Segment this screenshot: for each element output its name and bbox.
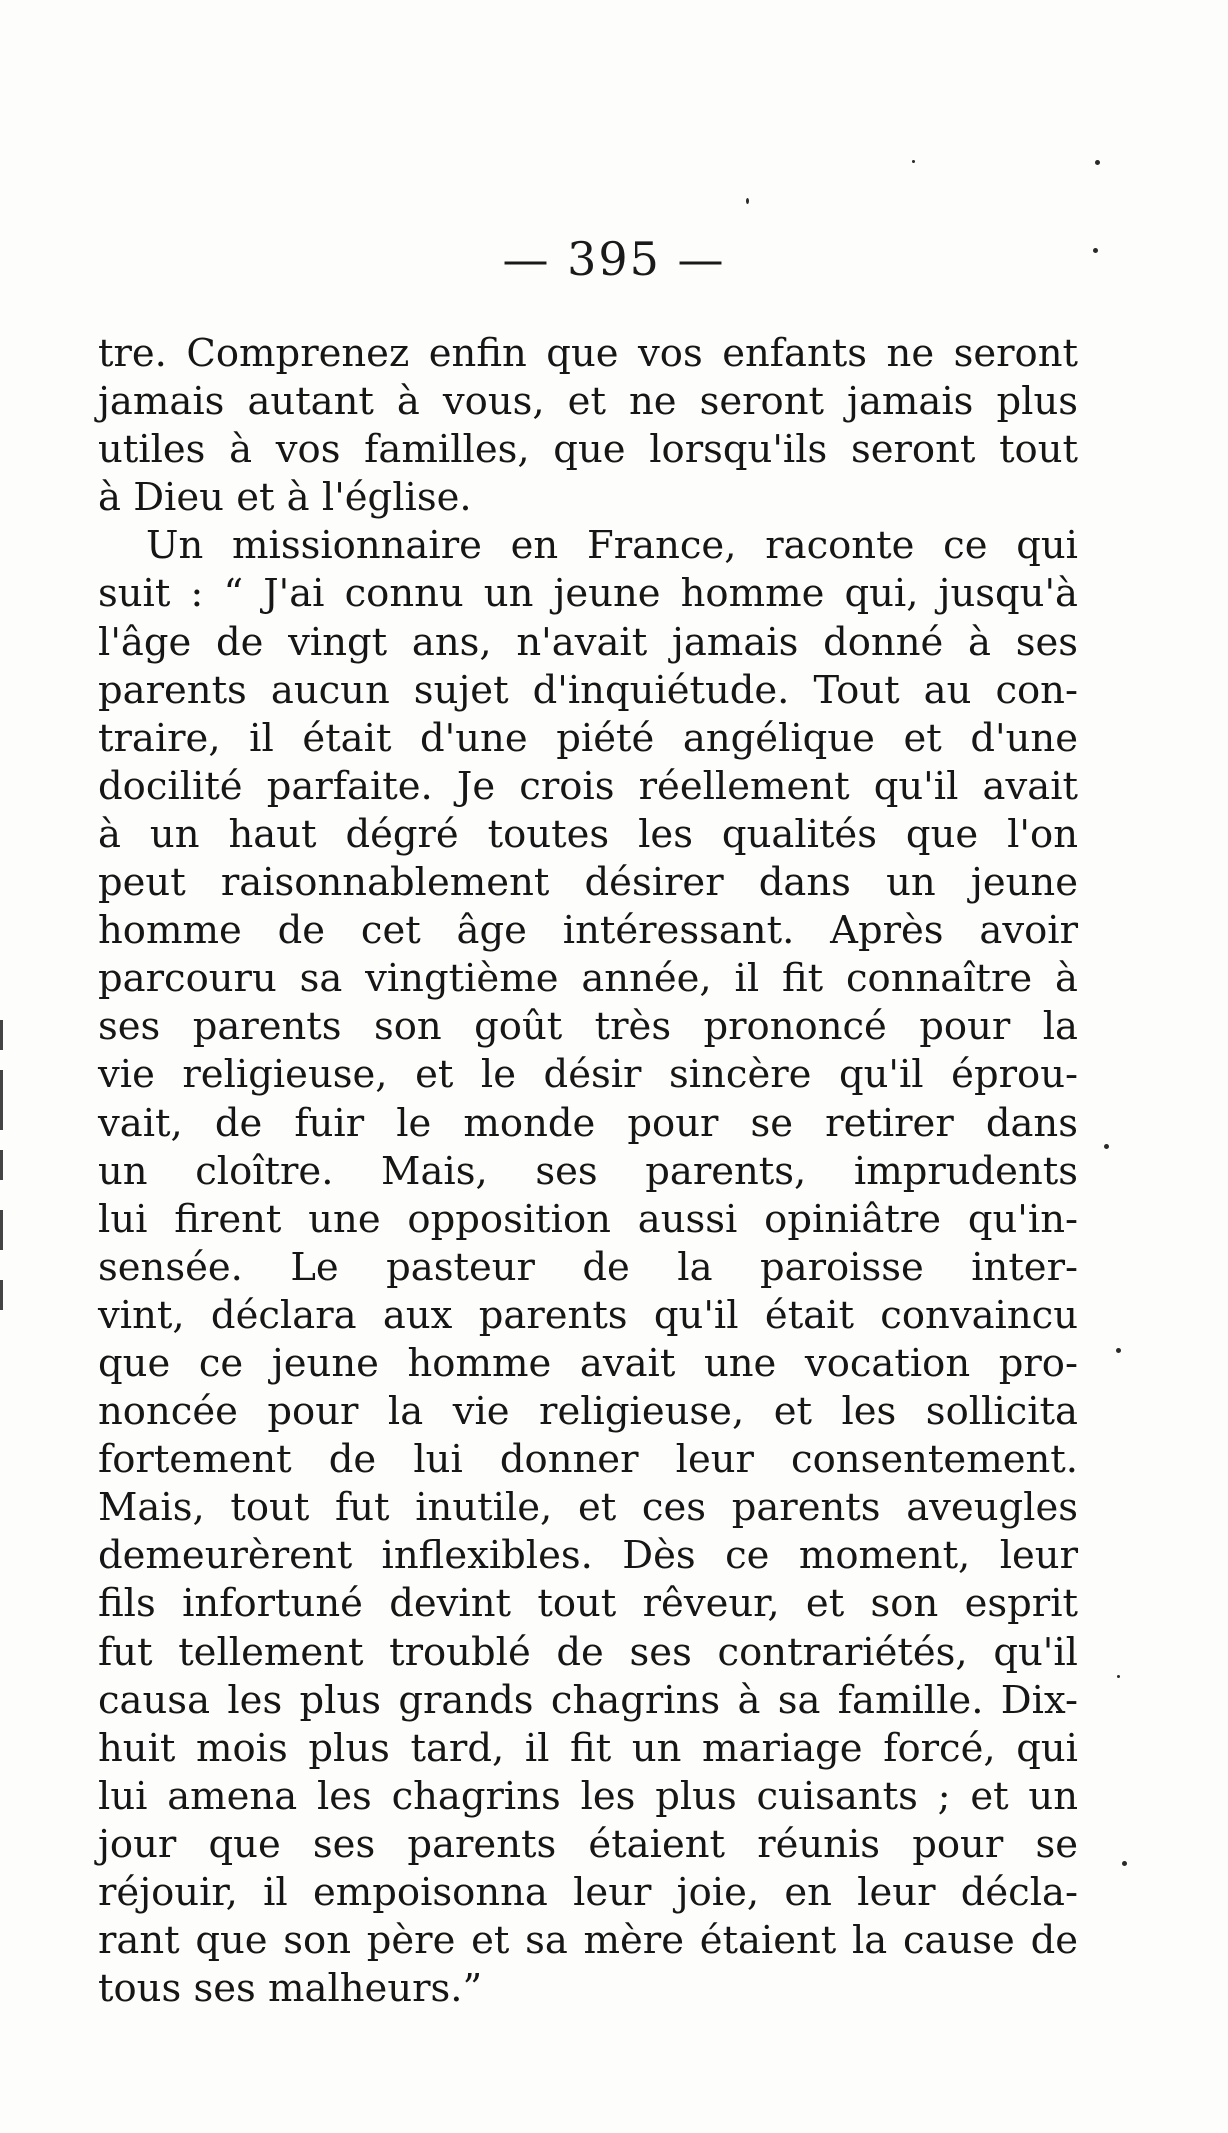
scan-speck bbox=[1122, 1861, 1127, 1866]
text-line: Mais, tout fut inutile, et ces parents aveugles bbox=[98, 1485, 1078, 1531]
scan-speck bbox=[746, 198, 749, 204]
text-line: sensée. Le pasteur de la paroisse inter- bbox=[98, 1244, 1078, 1290]
text-line: à Dieu et à l'église. bbox=[98, 475, 472, 521]
text-line: peut raisonnablement désirer dans un jeune bbox=[98, 860, 1078, 906]
text-line: un cloître. Mais, ses parents, imprudents bbox=[98, 1148, 1078, 1194]
text-line: tre. Comprenez enfin que vos enfants ne seront bbox=[98, 331, 1078, 376]
text-line: que ce jeune homme avait une vocation pro- bbox=[98, 1340, 1078, 1386]
scan-speck bbox=[912, 160, 915, 163]
text-line: noncée pour la vie religieuse, et les sollicita bbox=[98, 1389, 1078, 1435]
text-line: docilité parfaite. Je crois réellement qu'il avait bbox=[98, 763, 1078, 809]
text-line: homme de cet âge intéressant. Après avoir bbox=[98, 908, 1078, 954]
text-line: à un haut dégré toutes les qualités que l'on bbox=[98, 811, 1078, 857]
text-line: huit mois plus tard, il fit un mariage forcé, qui bbox=[98, 1725, 1078, 1771]
edge-mark bbox=[0, 1070, 3, 1130]
text-line: vait, de fuir le monde pour se retirer dans bbox=[98, 1100, 1078, 1146]
text-line: vint, déclara aux parents qu'il était convaincu bbox=[98, 1292, 1078, 1338]
scan-speck bbox=[1095, 160, 1100, 165]
edge-mark bbox=[0, 1210, 3, 1250]
edge-mark bbox=[0, 1020, 3, 1050]
scan-speck bbox=[1116, 1348, 1121, 1353]
text-line: fut tellement troublé de ses contrariétés, qu'il bbox=[98, 1629, 1078, 1675]
text-line: Un missionnaire en France, raconte ce qui bbox=[146, 523, 1078, 569]
text-line: réjouir, il empoisonna leur joie, en leur décla- bbox=[98, 1870, 1078, 1915]
scan-speck bbox=[1117, 1675, 1120, 1678]
edge-mark bbox=[0, 1150, 3, 1180]
text-line: fils infortuné devint tout rêveur, et son esprit bbox=[98, 1581, 1078, 1627]
text-line: suit : “ J'ai connu un jeune homme qui, jusqu'à bbox=[98, 571, 1078, 617]
page-number: — 395 — bbox=[502, 232, 726, 286]
scan-speck bbox=[1104, 1144, 1109, 1149]
text-line: jamais autant à vous, et ne seront jamais plus bbox=[98, 379, 1078, 425]
body-text bbox=[98, 330, 1078, 2013]
text-line: lui firent une opposition aussi opiniâtre qu'in- bbox=[98, 1196, 1078, 1242]
text-line: vie religieuse, et le désir sincère qu'il éprou- bbox=[98, 1052, 1078, 1098]
text-line: traire, il était d'une piété angélique et d'une bbox=[98, 715, 1078, 761]
text-line: parents aucun sujet d'inquiétude. Tout au con- bbox=[98, 667, 1078, 713]
text-line: tous ses malheurs.” bbox=[98, 1966, 483, 2012]
text-line: rant que son père et sa mère étaient la cause de bbox=[98, 1918, 1078, 1964]
text-line: parcouru sa vingtième année, il fit connaître à bbox=[98, 956, 1078, 1002]
scan-speck bbox=[1093, 248, 1098, 253]
text-line: fortement de lui donner leur consentement. bbox=[98, 1437, 1078, 1483]
text-line: demeurèrent inflexibles. Dès ce moment, leur bbox=[98, 1533, 1078, 1579]
text-line: lui amena les chagrins les plus cuisants ; et un bbox=[98, 1773, 1078, 1819]
text-line: l'âge de vingt ans, n'avait jamais donné à ses bbox=[98, 619, 1078, 665]
edge-mark bbox=[0, 1280, 3, 1310]
text-line: utiles à vos familles, que lorsqu'ils seront tout bbox=[98, 427, 1078, 473]
text-line: causa les plus grands chagrins à sa famille. Dix- bbox=[98, 1677, 1078, 1723]
text-line: ses parents son goût très prononcé pour la bbox=[98, 1004, 1078, 1050]
text-line: jour que ses parents étaient réunis pour se bbox=[98, 1821, 1078, 1867]
